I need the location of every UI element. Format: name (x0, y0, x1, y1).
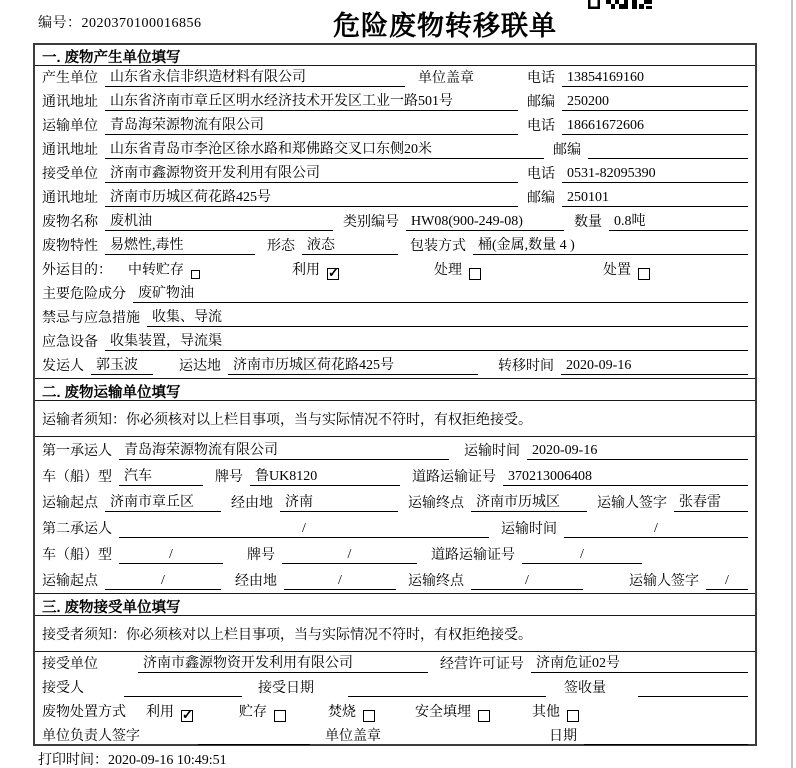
emergency-equipment-label: 应急设备 (42, 335, 98, 350)
document-number-value: 2020370100016856 (81, 16, 202, 31)
row-producer-address (35, 90, 755, 114)
address2-value: 山东省青岛市李沧区徐水路和郑佛路交叉口东侧20米 (105, 141, 544, 159)
print-time-label: 打印时间： (38, 753, 108, 768)
address1-label: 通讯地址 (42, 95, 98, 110)
via1-value: 济南 (280, 494, 398, 512)
disposal-option-other-checkbox (567, 710, 579, 722)
shipper-label: 发运人 (42, 359, 84, 374)
form-value: 液态 (302, 237, 398, 255)
carrier2-label: 第二承运人 (42, 522, 112, 537)
responsible-sign-value (198, 728, 310, 745)
disposal-option-landfill-checkbox (478, 710, 490, 722)
end2-value: / (471, 572, 583, 590)
phone2-value: 18661672606 (562, 117, 748, 135)
purpose-option-dispose-label: 处置 (603, 263, 631, 278)
qr-code-remnant-icon (588, 0, 652, 9)
origin1-label: 运输起点 (42, 496, 98, 511)
plate1-label: 牌号 (215, 470, 243, 485)
producer-label: 产生单位 (42, 71, 98, 86)
waste-name-value: 废机油 (105, 213, 333, 231)
phone2-label: 电话 (527, 119, 555, 134)
transport-time1-value: 2020-09-16 (527, 442, 748, 460)
packing-value: 桶(金属,数量 4 ) (473, 237, 748, 255)
transporter-label: 运输单位 (42, 119, 98, 134)
taboo-measures-label: 禁忌与应急措施 (42, 311, 140, 326)
phone3-value: 0531-82095390 (562, 165, 748, 183)
row-carrier1 (35, 437, 755, 463)
quantity-value: 0.8吨 (609, 213, 748, 231)
receiver-unit-value: 济南市鑫源物资开发利用有限公司 (105, 165, 518, 183)
road-permit1-label: 道路运输证号 (412, 470, 496, 485)
producer-value: 山东省永信非织造材料有限公司 (105, 69, 405, 87)
transport-time2-label: 运输时间 (501, 522, 557, 537)
end2-label: 运输终点 (408, 574, 464, 589)
waste-character-value: 易燃性,毒性 (105, 237, 255, 255)
disposal-option-landfill-label: 安全填埋 (415, 705, 471, 720)
row-accept-unit (35, 652, 755, 676)
plate2-value: / (282, 546, 417, 564)
transfer-time-value: 2020-09-16 (561, 357, 748, 375)
accept-person-label: 接受人 (42, 681, 84, 696)
via1-label: 经由地 (231, 496, 273, 511)
accept-unit-label: 接受单位 (42, 657, 98, 672)
date2-value (584, 728, 748, 745)
carrier1-value: 青岛海荣源物流有限公司 (119, 442, 449, 460)
license-value: 济南危证02号 (531, 655, 748, 673)
disposal-option-burn-checkbox (363, 710, 375, 722)
plate1-value: 鲁UK8120 (250, 468, 400, 486)
origin2-value: / (105, 572, 221, 590)
form-label: 形态 (267, 239, 295, 254)
row-vehicle2 (35, 541, 755, 567)
purpose-label: 外运目的： (42, 263, 112, 278)
shipper-value: 郭玉波 (91, 357, 153, 375)
responsible-sign-label: 单位负责人签字 (42, 729, 140, 744)
row-hazard-component (35, 282, 755, 306)
phone1-label: 电话 (527, 71, 555, 86)
row-accept-person (35, 676, 755, 700)
purpose-option-use-label: 利用 (292, 263, 320, 278)
print-time (38, 749, 227, 768)
waste-character-label: 废物特性 (42, 239, 98, 254)
transporter-sign2-label: 运输人签字 (629, 574, 699, 589)
disposal-option-use-checkbox (181, 710, 193, 722)
receiver-notice: 接受者须知：你必须核对以上栏目事项，当与实际情况不符时，有权拒绝接受。 (35, 616, 755, 652)
accept-date-label: 接受日期 (258, 681, 314, 696)
zip2-value (588, 142, 748, 159)
row-emergency-equipment (35, 330, 755, 354)
road-permit2-value: / (522, 546, 642, 564)
vehicle1-value: 汽车 (119, 468, 203, 486)
section-transport-title: 二. 废物运输单位填写 (35, 379, 755, 401)
transporter-sign2-value: / (706, 572, 748, 590)
transport-time2-value: / (564, 520, 748, 538)
phone3-label: 电话 (527, 167, 555, 182)
vehicle1-label: 车（船）型 (42, 470, 112, 485)
section-transport (35, 378, 755, 593)
accept-unit-value: 济南市鑫源物资开发利用有限公司 (138, 655, 428, 673)
row-transporter-address (35, 138, 755, 162)
purpose-option-treat-checkbox (469, 268, 481, 280)
end1-label: 运输终点 (408, 496, 464, 511)
via2-label: 经由地 (235, 574, 277, 589)
road-permit1-value: 370213006408 (503, 468, 748, 486)
disposal-option-store-checkbox (274, 710, 286, 722)
purpose-option-dispose-checkbox (638, 268, 650, 280)
purpose-option-storage-checkbox (191, 270, 200, 279)
disposal-option-burn-label: 焚烧 (328, 705, 356, 720)
purpose-option-storage-label: 中转贮存 (128, 263, 184, 278)
row-transporter (35, 114, 755, 138)
road-permit2-label: 道路运输证号 (431, 548, 515, 563)
disposal-option-store-label: 贮存 (239, 705, 267, 720)
address3-value: 济南市历城区荷花路425号 (105, 189, 518, 207)
row-route2 (35, 567, 755, 593)
row-carrier2 (35, 515, 755, 541)
date2-label: 日期 (549, 729, 577, 744)
section-receiver (35, 593, 755, 748)
row-transfer-purpose (35, 258, 755, 282)
transfer-time-label: 转移时间 (498, 359, 554, 374)
transport-notice: 运输者须知：你必须核对以上栏目事项，当与实际情况不符时，有权拒绝接受。 (35, 401, 755, 437)
zip2-label: 邮编 (553, 143, 581, 158)
transporter-sign1-label: 运输人签字 (597, 496, 667, 511)
section-producer-title: 一. 废物产生单位填写 (35, 45, 755, 66)
row-receiver-address (35, 186, 755, 210)
row-waste-character (35, 234, 755, 258)
phone1-value: 13854169160 (562, 69, 748, 87)
signed-quantity-value (638, 680, 748, 697)
origin1-value: 济南市章丘区 (105, 494, 221, 512)
zip3-label: 邮编 (527, 191, 555, 206)
signed-quantity-label: 签收量 (564, 681, 606, 696)
row-vehicle1 (35, 463, 755, 489)
disposal-method-label: 废物处置方式 (42, 705, 126, 720)
destination-label: 运达地 (179, 359, 221, 374)
page-right-edge (791, 0, 793, 768)
disposal-option-use-label: 利用 (146, 705, 174, 720)
purpose-option-use-checkbox (327, 268, 339, 280)
quantity-label: 数量 (574, 215, 602, 230)
hazard-component-label: 主要危险成分 (42, 287, 126, 302)
transporter-value: 青岛海荣源物流有限公司 (105, 117, 518, 135)
packing-label: 包装方式 (410, 239, 466, 254)
document-number (38, 12, 202, 32)
carrier2-value: / (119, 520, 489, 538)
transporter-sign1-value: 张春雷 (674, 494, 748, 512)
document-number-label: 编号： (38, 16, 82, 31)
row-route1 (35, 489, 755, 515)
emergency-equipment-value: 收集装置，导流渠 (105, 333, 748, 351)
row-producer (35, 66, 755, 90)
carrier1-label: 第一承运人 (42, 444, 112, 459)
purpose-option-treat-label: 处理 (434, 263, 462, 278)
accept-date-value (348, 680, 546, 697)
end1-value: 济南市历城区 (471, 494, 587, 512)
row-taboo-measures (35, 306, 755, 330)
receiver-unit-label: 接受单位 (42, 167, 98, 182)
plate2-label: 牌号 (247, 548, 275, 563)
hazard-component-value: 废矿物油 (133, 285, 748, 303)
unit-seal2-label: 单位盖章 (325, 729, 381, 744)
license-label: 经营许可证号 (440, 657, 524, 672)
section-producer (35, 45, 755, 378)
destination-value: 济南市历城区荷花路425号 (228, 357, 478, 375)
page-title: 危险废物转移联单 (333, 11, 557, 41)
zip3-value: 250101 (562, 189, 748, 207)
zip1-value: 250200 (562, 93, 748, 111)
vehicle2-label: 车（船）型 (42, 548, 112, 563)
section-receiver-title: 三. 废物接受单位填写 (35, 594, 755, 616)
print-time-value: 2020-09-16 10:49:51 (108, 753, 227, 768)
disposal-option-other-label: 其他 (532, 705, 560, 720)
accept-person-value (124, 680, 242, 697)
address3-label: 通讯地址 (42, 191, 98, 206)
address2-label: 通讯地址 (42, 143, 98, 158)
category-code-label: 类别编号 (343, 215, 399, 230)
category-code-value: HW08(900-249-08) (406, 213, 564, 231)
row-waste-name (35, 210, 755, 234)
waste-name-label: 废物名称 (42, 215, 98, 230)
zip1-label: 邮编 (527, 95, 555, 110)
address1-value: 山东省济南市章丘区明水经济技术开发区工业一路501号 (105, 93, 518, 111)
manifest-form (33, 43, 757, 746)
unit-seal-label: 单位盖章 (418, 71, 474, 86)
row-responsible-sign (35, 724, 755, 748)
row-receiver (35, 162, 755, 186)
via2-value: / (284, 572, 396, 590)
row-shipper (35, 354, 755, 378)
row-disposal-method (35, 700, 755, 724)
taboo-measures-value: 收集、导流 (147, 309, 748, 327)
transport-time1-label: 运输时间 (464, 444, 520, 459)
origin2-label: 运输起点 (42, 574, 98, 589)
vehicle2-value: / (119, 546, 223, 564)
